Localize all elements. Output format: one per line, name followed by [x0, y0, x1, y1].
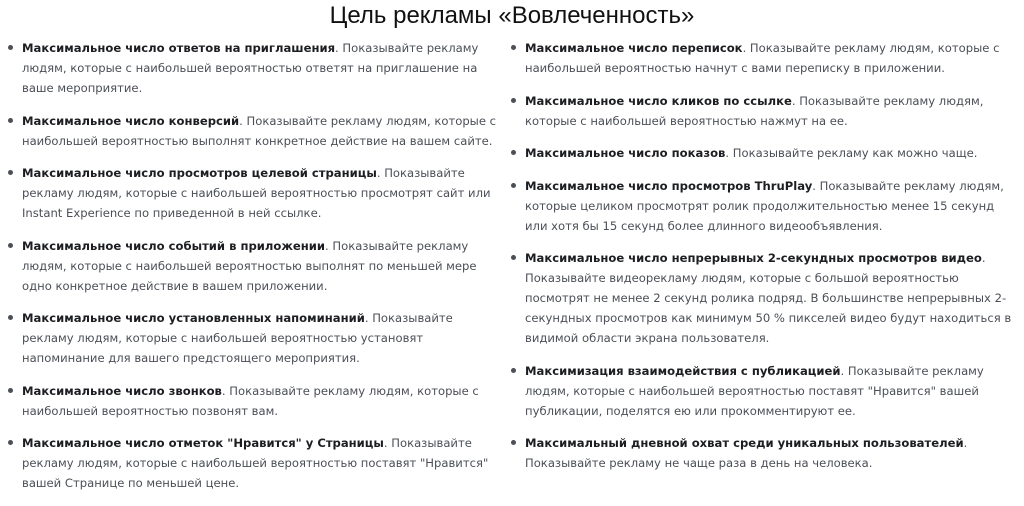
item-title: Максимальное число звонков: [22, 383, 222, 398]
item-text: . Показывайте видеорекламу людям, которые с большой вероятностью посмотрят не менее 2 секунд ролика подряд. В большинстве непрерывных 2-секундных просмотров как минимум 50 % пикселей видео будут находиться в видимой области экрана пользователя.: [525, 251, 1012, 345]
bullet-icon: [511, 368, 516, 373]
list-item: [4, 381, 504, 421]
bullet-icon: [511, 98, 516, 103]
item-text: . Показывайте рекламу людям, которые с наибольшей вероятностью поставят "Нравится" вашей Странице по меньшей цене.: [22, 436, 489, 490]
item-text: . Показывайте рекламу людям, которые с наибольшей вероятностью позвонят вам.: [22, 383, 479, 418]
item-text: . Показывайте рекламу людям, которые с наибольшей вероятностью просмотрят сайт или Instant Experience по приведенной в ней ссылке.: [22, 166, 491, 220]
item-title: Максимальное число ответов на приглашения: [22, 41, 336, 55]
item-text: . Показывайте рекламу людям, которые с наибольшей вероятностью поставят "Нравится" вашей публикации, поделятся ею или прокомментируют ее.: [525, 363, 984, 418]
list-item: [507, 38, 1019, 78]
list-item: [507, 361, 1019, 421]
page-title: Цель рекламы «Вовлеченность»: [329, 2, 695, 29]
list-item: [507, 248, 1019, 348]
list-item: [4, 38, 504, 98]
item-title: Максимальное число просмотров ThruPlay: [525, 178, 813, 193]
item-text: . Показывайте рекламу людям, которые целиком просмотрят ролик продолжительностью менее 15 секунд или хотя бы 15 секунд более длинного видеообъявления.: [525, 178, 1004, 233]
bullet-icon: [8, 388, 13, 393]
list-item: [4, 308, 504, 368]
bullet-icon: [8, 45, 13, 50]
list-item: [4, 163, 504, 223]
item-text: . Показывайте рекламу людям, которые с наибольшей вероятностью нажмут на ее.: [525, 93, 984, 128]
bullet-icon: [8, 315, 13, 320]
item-title: Максимальное число установленных напоминаний: [22, 311, 365, 325]
item-text: . Показывайте рекламу людям, которые с наибольшей вероятностью выполнят по меньшей мере одно конкретное действие в вашем приложении.: [22, 238, 477, 293]
left-goal-list: [4, 38, 504, 506]
list-item: [507, 433, 1019, 473]
item-text: . Показывайте рекламу людям, которые с наибольшей вероятностью установят напоминание для вашего предстоящего мероприятия.: [22, 311, 453, 365]
list-item: [4, 111, 504, 151]
item-title: Максимальное число непрерывных 2-секундных просмотров видео: [525, 251, 982, 265]
item-title: Максимальное число отметок "Нравится" у Страницы: [22, 436, 384, 450]
item-title: Максимальный дневной охват среди уникальных пользователей: [525, 436, 964, 450]
item-title: Максимальное число событий в приложении: [22, 238, 326, 253]
bullet-icon: [8, 170, 13, 175]
item-title: Максимальное число конверсий: [22, 113, 240, 128]
bullet-icon: [8, 243, 13, 248]
item-title: Максимальное число кликов по ссылке: [525, 93, 792, 108]
item-text: . Показывайте рекламу как можно чаще.: [725, 146, 978, 160]
bullet-icon: [511, 255, 516, 260]
item-text: . Показывайте рекламу не чаще раза в день на человека.: [525, 436, 968, 470]
list-item: [4, 433, 504, 493]
item-title: Максимальное число просмотров целевой страницы: [22, 166, 377, 180]
item-title: Максимизация взаимодействия с публикацией: [525, 363, 841, 378]
bullet-icon: [8, 440, 13, 445]
right-goal-list: [507, 38, 1019, 486]
bullet-icon: [511, 150, 516, 155]
item-text: . Показывайте рекламу людям, которые с наибольшей вероятностью ответят на приглашение на ваше мероприятие.: [22, 41, 479, 95]
list-item: [507, 143, 1019, 163]
item-title: Максимальное число показов: [525, 146, 726, 160]
item-title: Максимальное число переписок: [525, 41, 743, 55]
item-text: . Показывайте рекламу людям, которые с наибольшей вероятностью выполнят конкретное действие на вашем сайте.: [22, 113, 497, 148]
bullet-icon: [511, 45, 516, 50]
bullet-icon: [511, 440, 516, 445]
bullet-icon: [511, 183, 516, 188]
list-item: [507, 91, 1019, 131]
list-item: [507, 176, 1019, 236]
item-text: . Показывайте рекламу людям, которые с наибольшей вероятностью начнут с вами переписку в приложении.: [525, 41, 1000, 75]
list-item: [4, 236, 504, 296]
bullet-icon: [8, 118, 13, 123]
